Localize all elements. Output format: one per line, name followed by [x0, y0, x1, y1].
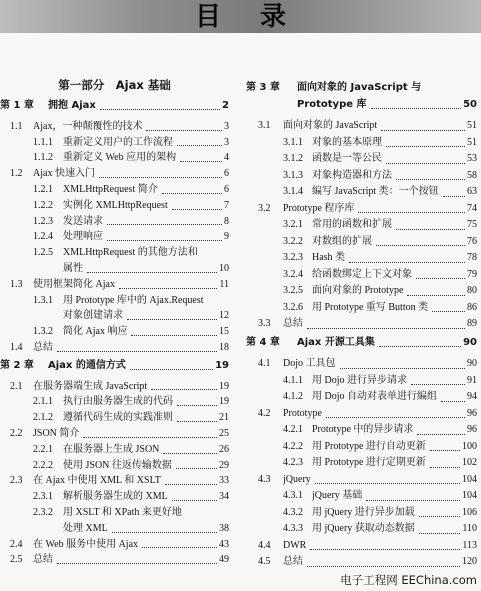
- section-entry: [246, 250, 477, 267]
- section-title: Ajax 快速入门: [33, 168, 95, 180]
- dot-leader: [146, 130, 222, 131]
- page-number: 9: [224, 231, 229, 243]
- dot-leader: [57, 563, 217, 564]
- page-number: 21: [219, 412, 229, 424]
- dot-leader: [177, 421, 217, 422]
- dot-leader: [340, 368, 466, 369]
- page-number: 26: [219, 443, 229, 455]
- section-number: 3.2.5: [283, 285, 303, 296]
- section-entry: [246, 538, 477, 555]
- page-number: 110: [462, 523, 477, 534]
- dot-leader: [172, 500, 217, 501]
- dot-leader: [151, 389, 217, 390]
- dot-leader: [165, 484, 217, 485]
- dot-leader: [396, 179, 465, 180]
- section-entry: [0, 489, 229, 505]
- dot-leader: [366, 500, 460, 501]
- section-number: 4.1.1: [283, 374, 303, 386]
- section-number: 3.1: [258, 120, 271, 131]
- section-title: jQuery: [283, 473, 311, 485]
- section-entry: [0, 166, 229, 182]
- dot-leader: [99, 177, 222, 178]
- section-number: 1.4: [10, 341, 23, 353]
- section-title: DWR: [283, 539, 307, 551]
- section-title-continued: 处理 XML: [63, 522, 108, 534]
- section-entry: [0, 229, 229, 245]
- section-entry: [246, 455, 477, 472]
- section-entry: [0, 277, 229, 293]
- section-entry: [246, 389, 477, 406]
- section-number: 3.1.3: [283, 169, 303, 181]
- section-number: 2.2.1: [33, 443, 53, 455]
- section-entry: [246, 422, 477, 439]
- section-entry: [0, 182, 229, 198]
- page-number: 2: [222, 100, 229, 111]
- section-number: 1.3.1: [33, 294, 53, 306]
- page-number: 10: [219, 262, 229, 274]
- section-number: 1.3.2: [33, 326, 53, 338]
- section-title: 用 Prototype 进行定期更新: [312, 457, 426, 468]
- section-title: 给函数绑定上下文对象: [312, 268, 412, 280]
- section-title: 用 Dojo 进行异步请求: [312, 374, 407, 386]
- section-title: 总结: [33, 554, 53, 566]
- section-entry: [0, 473, 229, 489]
- dot-leader: [307, 566, 460, 567]
- page-number: 75: [467, 219, 477, 230]
- section-entry: [0, 458, 229, 474]
- page-number: 8: [224, 215, 229, 227]
- section-title: 在服务器上生成 JSON: [63, 443, 160, 455]
- section-entry: [246, 184, 477, 201]
- dot-leader: [443, 196, 465, 197]
- page-number: 80: [467, 285, 477, 296]
- dot-leader: [371, 108, 462, 109]
- section-number: 2.1.1: [33, 396, 53, 408]
- section-number: 3.1.1: [283, 136, 303, 148]
- toc-left-column: [0, 96, 229, 568]
- section-title: 在 Ajax 中使用 XML 和 XSLT: [33, 475, 161, 487]
- chapter-entry: [0, 98, 229, 114]
- section-number: 1.2.5: [33, 247, 53, 259]
- page-number: 19: [219, 396, 229, 408]
- section-title: 使用框架简化 Ajax: [33, 278, 115, 290]
- section-entry: [246, 168, 477, 185]
- section-number: 2.3.1: [33, 491, 53, 503]
- page-number: 63: [467, 186, 477, 197]
- page-number: 50: [463, 98, 477, 110]
- section-number: 1.1.2: [33, 152, 53, 164]
- section-title: 总结: [283, 556, 303, 567]
- page-number: 3: [224, 120, 229, 132]
- section-entry: [0, 505, 229, 521]
- dot-leader: [177, 145, 222, 146]
- section-entry: [246, 118, 477, 135]
- section-entry: [0, 537, 229, 553]
- section-title: 对象构造器和方法: [312, 169, 392, 181]
- section-entry: [0, 340, 229, 356]
- page-number: 51: [467, 136, 477, 148]
- section-number: 3.3: [258, 318, 271, 329]
- section-entry: [0, 410, 229, 426]
- section-number: 2.5: [10, 554, 23, 566]
- dot-leader: [411, 384, 465, 385]
- dot-leader: [432, 311, 465, 312]
- page-number: 96: [467, 424, 477, 435]
- section-number: 1.2.3: [33, 215, 53, 227]
- chapter-entry-continued: [246, 97, 477, 114]
- section-entry-continued: [0, 521, 229, 537]
- section-title: 在 Web 服务中使用 Ajax: [33, 538, 139, 550]
- dot-leader: [87, 272, 217, 273]
- page-number: 4: [224, 152, 229, 164]
- section-title: 用 Prototype 进行自动更新: [312, 440, 426, 452]
- section-title: Dojo 工具包: [283, 358, 336, 369]
- section-title: 编写 JavaScript 类：一个按钮: [312, 186, 439, 197]
- section-number: 4.3.2: [283, 506, 303, 518]
- section-number: 2.1.2: [33, 412, 53, 424]
- dot-leader: [326, 417, 465, 418]
- section-entry: [246, 201, 477, 218]
- dot-leader: [407, 295, 465, 296]
- dot-leader: [430, 450, 460, 451]
- page-number: 94: [467, 391, 477, 402]
- section-number: 1.2.4: [33, 231, 53, 243]
- section-number: 第 1 章: [0, 100, 34, 111]
- page-number: 96: [467, 407, 477, 419]
- page-number: 15: [219, 326, 229, 338]
- section-title: 面向对象的 JavaScript 与: [297, 82, 422, 93]
- section-entry: [0, 214, 229, 230]
- section-entry: [0, 293, 229, 309]
- chapter-entry: [246, 80, 477, 97]
- dot-leader: [396, 229, 465, 230]
- section-title: 总结: [283, 318, 303, 329]
- dot-leader: [441, 401, 465, 402]
- section-number: 4.5: [258, 556, 271, 567]
- page-number: 100: [462, 440, 477, 452]
- page-number: 12: [219, 310, 229, 322]
- section-number: 3.1.2: [283, 153, 303, 164]
- page-number: 25: [219, 427, 229, 439]
- dot-leader: [310, 549, 460, 550]
- page-number: 106: [462, 506, 477, 518]
- page-number: 38: [219, 522, 229, 534]
- section-number: 3.1.4: [283, 186, 303, 197]
- dot-leader: [417, 434, 465, 435]
- section-number: 3.2.2: [283, 235, 303, 247]
- dot-leader: [172, 209, 222, 210]
- dot-leader: [416, 278, 465, 279]
- page-number: 51: [467, 120, 477, 131]
- section-title: 对数组的扩展: [312, 235, 372, 247]
- section-number: 3.2: [258, 202, 271, 214]
- section-title: 用 XSLT 和 XPath 来更好地: [63, 506, 182, 518]
- section-entry: [246, 439, 477, 456]
- section-title: 执行由服务器生成的代码: [63, 396, 173, 408]
- section-number: 1.2.1: [33, 183, 53, 195]
- section-entry: [246, 283, 477, 300]
- part-heading: 第一部分 Ajax 基础: [58, 78, 171, 92]
- section-number: 4.2: [258, 407, 271, 419]
- section-number: 4.2.2: [283, 440, 303, 452]
- section-entry: [246, 217, 477, 234]
- section-title: XMLHttpRequest 简介: [63, 183, 158, 195]
- section-entry: [0, 198, 229, 214]
- section-title: 重新定义用户的工作流程: [63, 136, 173, 148]
- page-number: 34: [219, 491, 229, 503]
- section-number: 1.1: [10, 120, 23, 132]
- section-title: XMLHttpRequest 的其他方法和: [63, 247, 198, 259]
- section-title: 重新定义 Web 应用的架构: [63, 152, 177, 164]
- dot-leader: [381, 130, 465, 131]
- section-title: Hash 类: [312, 252, 346, 263]
- chapter-entry: [0, 358, 229, 374]
- section-number: 4.2.1: [283, 424, 303, 435]
- section-entry: [246, 356, 477, 373]
- section-entry: [0, 394, 229, 410]
- dot-leader: [177, 405, 217, 406]
- section-entry: [0, 379, 229, 395]
- page-number: 91: [467, 374, 477, 386]
- dot-leader: [376, 245, 465, 246]
- section-number: 2.3.2: [33, 506, 53, 518]
- page-number: 90: [463, 336, 477, 348]
- dot-leader: [379, 346, 461, 347]
- section-title: 处理响应: [63, 231, 103, 243]
- section-number: 3.2.6: [283, 301, 303, 313]
- page-number: 113: [462, 539, 477, 551]
- section-title: 用 jQuery 进行异步加载: [312, 506, 415, 518]
- page-number: 86: [467, 301, 477, 313]
- section-number: 4.1.2: [283, 391, 303, 402]
- section-title-continued: Prototype 库: [297, 98, 367, 110]
- page-number: 6: [224, 168, 229, 180]
- section-entry: [0, 119, 229, 135]
- page-number: 104: [462, 473, 477, 485]
- section-title: Prototype 中的异步请求: [312, 424, 414, 435]
- section-title: 实例化 XMLHttpRequest: [63, 199, 168, 211]
- section-entry: [246, 316, 477, 333]
- section-entry: [0, 552, 229, 568]
- section-title: 总结: [33, 341, 53, 353]
- dot-leader: [419, 533, 461, 534]
- dot-leader: [349, 262, 465, 263]
- section-title: 用 Prototype 库中的 Ajax.Request: [63, 294, 204, 306]
- section-number: 第 4 章: [246, 336, 280, 348]
- section-entry: [246, 505, 477, 522]
- section-entry-continued: [0, 261, 229, 277]
- section-title: 对象的基本原理: [312, 136, 382, 148]
- section-entry: [246, 234, 477, 251]
- dot-leader: [315, 483, 460, 484]
- page-number: 89: [467, 318, 477, 329]
- section-title: 用 Dojo 自动对表单进行编组: [312, 391, 437, 402]
- section-title: Prototype: [283, 407, 322, 419]
- section-title: 面向对象的 Prototype: [312, 285, 404, 296]
- section-entry: [0, 324, 229, 340]
- page-number: 19: [219, 380, 229, 392]
- chapter-entry: [246, 335, 477, 352]
- dot-leader: [107, 224, 222, 225]
- page-number: 74: [467, 202, 477, 214]
- section-entry: [246, 406, 477, 423]
- dot-leader: [131, 335, 217, 336]
- section-number: 2.2: [10, 427, 23, 439]
- dot-leader: [176, 468, 217, 469]
- section-title: 函数是一等公民: [312, 153, 382, 164]
- dot-leader: [430, 467, 460, 468]
- section-number: 3.2.3: [283, 252, 303, 263]
- section-title: 发送请求: [63, 215, 103, 227]
- section-entry: [0, 442, 229, 458]
- section-entry: [246, 554, 477, 571]
- dot-leader: [162, 193, 222, 194]
- page-number: 120: [462, 556, 477, 567]
- section-entry: [246, 488, 477, 505]
- section-entry: [246, 300, 477, 317]
- page-number: 104: [462, 490, 477, 501]
- section-entry-continued: [0, 308, 229, 324]
- dot-leader: [386, 163, 465, 164]
- section-number: 1.2.2: [33, 199, 53, 211]
- section-title: Ajax，一种颠覆性的技术: [33, 120, 143, 132]
- dot-leader: [386, 146, 465, 147]
- page-number: 19: [215, 359, 229, 371]
- section-title: Ajax 的通信方式: [48, 359, 126, 371]
- section-entry: [0, 245, 229, 261]
- section-number: 第 2 章: [0, 359, 34, 371]
- watermark-text: 电子工程网 EEChina.com: [340, 573, 477, 587]
- section-number: 1.3: [10, 278, 23, 290]
- section-title: 遵循代码生成的实践准则: [63, 412, 173, 424]
- dot-leader: [358, 212, 465, 213]
- page-number: 7: [224, 199, 229, 211]
- section-entry: [246, 135, 477, 152]
- dot-leader: [180, 161, 222, 162]
- dot-leader: [142, 547, 217, 548]
- dot-leader: [419, 516, 460, 517]
- dot-leader: [163, 453, 217, 454]
- section-title: JSON 简介: [33, 427, 80, 439]
- dot-leader: [107, 240, 222, 241]
- dot-leader: [112, 532, 217, 533]
- section-title: 在服务器端生成 JavaScript: [33, 380, 148, 392]
- section-number: 第 3 章: [246, 82, 280, 93]
- toc-title: 目 录: [194, 2, 287, 32]
- section-number: 3.2.4: [283, 268, 303, 280]
- dot-leader: [307, 328, 465, 329]
- section-title: Prototype 程序库: [283, 202, 355, 214]
- section-number: 1.2: [10, 168, 23, 180]
- page-number: 102: [462, 457, 477, 468]
- section-number: 4.4: [258, 539, 271, 551]
- page-number: 33: [219, 475, 229, 487]
- page-number: 18: [219, 341, 229, 353]
- section-title: 使用 JSON 往返传输数据: [63, 459, 172, 471]
- page-number: 53: [467, 153, 477, 164]
- page-number: 49: [219, 554, 229, 566]
- section-entry: [246, 472, 477, 489]
- section-entry: [246, 151, 477, 168]
- page-number: 90: [467, 358, 477, 369]
- section-title: 面向对象的 JavaScript: [283, 120, 378, 131]
- page-number: 6: [224, 183, 229, 195]
- section-number: 3.2.1: [283, 219, 303, 230]
- dot-leader: [57, 351, 217, 352]
- section-title-continued: 对象创建请求: [63, 310, 123, 322]
- section-title: Ajax 开源工具集: [297, 336, 375, 348]
- section-title: 用 Prototype 重写 Button 类: [312, 301, 429, 313]
- dot-leader: [100, 109, 220, 110]
- section-entry: [0, 150, 229, 166]
- section-entry: [246, 373, 477, 390]
- section-number: 4.2.3: [283, 457, 303, 468]
- section-number: 1.1.1: [33, 136, 53, 148]
- section-title: 用 jQuery 获取动态数据: [312, 523, 415, 534]
- section-number: 2.2.2: [33, 459, 53, 471]
- section-entry: [0, 426, 229, 442]
- page-number: 76: [467, 235, 477, 247]
- section-entry: [0, 135, 229, 151]
- page-number: 43: [219, 538, 229, 550]
- section-title: jQuery 基础: [312, 490, 363, 501]
- section-entry: [246, 521, 477, 538]
- page-number: 58: [467, 169, 477, 181]
- page-number: 3: [224, 136, 229, 148]
- section-title: 常用的函数和扩展: [312, 219, 392, 230]
- section-title: 拥抱 Ajax: [48, 100, 96, 111]
- page-number: 78: [467, 252, 477, 263]
- section-title: 解析服务器生成的 XML: [63, 491, 168, 503]
- page-number: 29: [219, 459, 229, 471]
- section-number: 4.3.3: [283, 523, 303, 534]
- page-number: 79: [467, 268, 477, 280]
- page-number: 11: [219, 278, 229, 290]
- section-number: 2.1: [10, 380, 23, 392]
- section-title-continued: 属性: [63, 262, 83, 274]
- dot-leader: [83, 437, 217, 438]
- dot-leader: [119, 288, 217, 289]
- section-title: 简化 Ajax 响应: [63, 326, 128, 338]
- section-number: 4.1: [258, 358, 271, 369]
- section-number: 2.4: [10, 538, 23, 550]
- section-entry: [246, 267, 477, 284]
- toc-right-column: [246, 78, 477, 571]
- section-number: 2.3: [10, 475, 23, 487]
- dot-leader: [130, 369, 213, 370]
- dot-leader: [127, 319, 217, 320]
- section-number: 4.3: [258, 473, 271, 485]
- section-number: 4.3.1: [283, 490, 303, 501]
